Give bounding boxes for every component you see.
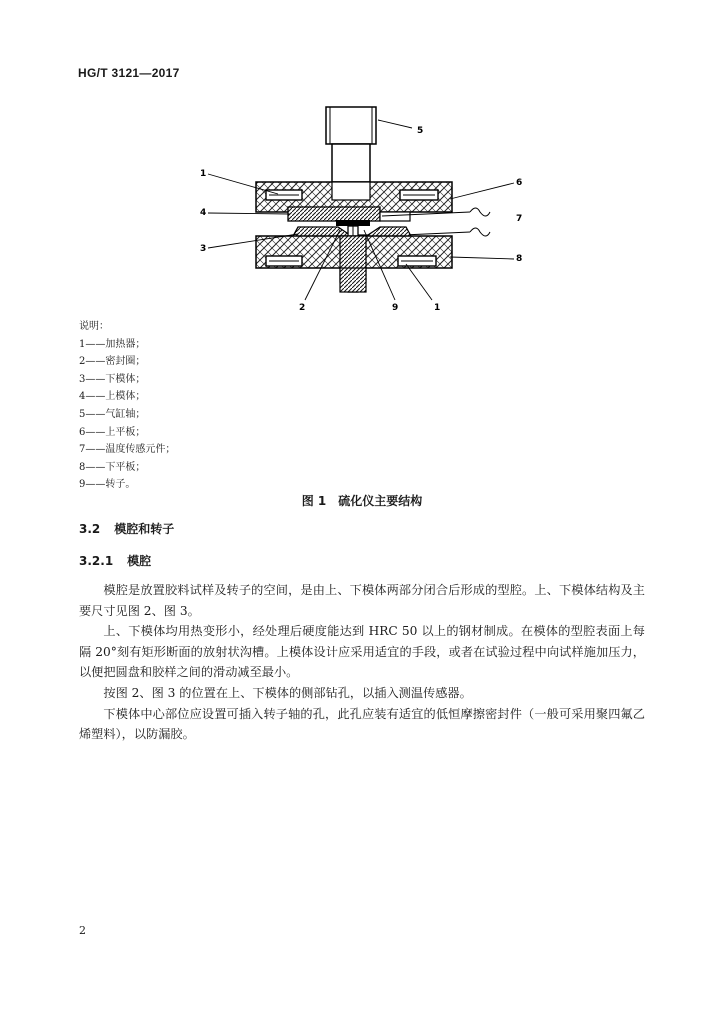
cylinder-shaft xyxy=(326,107,376,182)
label-6: 6 xyxy=(516,178,523,188)
label-4: 4 xyxy=(200,208,207,218)
legend-item: 4——上模体； xyxy=(79,391,146,403)
figure-caption xyxy=(0,492,724,509)
paragraph: 上、下模体均用热变形小，经处理后硬度能达到 HRC 50 以上的钢材制成。在模体的型腔表面上每隔 20°刻有矩形断面的放射状沟槽。上模体设计应采用适宜的手段，或者在试验过程中向试样施加压力，以便把圆盘和胶样之间的滑动减至最小。 xyxy=(79,624,645,680)
subsection-title: 模腔 xyxy=(127,554,152,568)
paragraph: 模腔是放置胶料试样及转子的空间，是由上、下模体两部分闭合后形成的型腔。上、下模体结构及主要尺寸见图 2、图 3。 xyxy=(79,583,645,618)
section-number: 3.2 xyxy=(79,522,101,536)
paragraph: 按图 2、图 3 的位置在上、下模体的侧部钻孔，以插入测温传感器。 xyxy=(103,685,472,700)
page-number: 2 xyxy=(79,924,86,937)
figure-title: 硫化仪主要结构 xyxy=(338,494,423,508)
label-2: 2 xyxy=(299,303,306,313)
label-1-bottom: 1 xyxy=(434,303,441,313)
section-heading xyxy=(79,520,174,537)
label-9: 9 xyxy=(392,303,399,313)
label-1-top: 1 xyxy=(200,169,207,179)
vulcanizer-structure-figure xyxy=(180,100,540,320)
label-3: 3 xyxy=(200,244,207,254)
figure-legend xyxy=(79,318,175,494)
legend-item: 5——气缸轴； xyxy=(79,408,146,420)
subsection-number: 3.2.1 xyxy=(79,554,114,568)
figure-number: 图 1 xyxy=(301,494,327,508)
label-7: 7 xyxy=(516,214,523,224)
standard-number-header: HG/T 3121—2017 xyxy=(78,66,180,80)
legend-item: 3——下模体； xyxy=(79,373,146,385)
legend-item: 6——上平板； xyxy=(79,426,146,438)
legend-item: 8——下平板； xyxy=(79,461,146,473)
subsection-heading xyxy=(79,552,151,569)
vulcanizer-diagram xyxy=(180,100,540,320)
legend-item: 1——加热器； xyxy=(79,338,146,350)
lower-plate xyxy=(256,236,452,292)
legend-item: 2——密封圈； xyxy=(79,356,146,368)
body-text xyxy=(79,580,645,745)
label-5: 5 xyxy=(417,126,424,136)
label-8: 8 xyxy=(516,254,523,264)
legend-title: 说明： xyxy=(79,321,109,332)
section-title: 模腔和转子 xyxy=(114,522,175,536)
legend-item: 7——温度传感元件； xyxy=(79,444,176,456)
paragraph: 下模体中心部位应设置可插入转子轴的孔，此孔应装有适宜的低恒摩擦密封件（一般可采用聚四氟乙烯塑料），以防漏胶。 xyxy=(79,706,645,742)
legend-item: 9——转子。 xyxy=(79,479,136,491)
